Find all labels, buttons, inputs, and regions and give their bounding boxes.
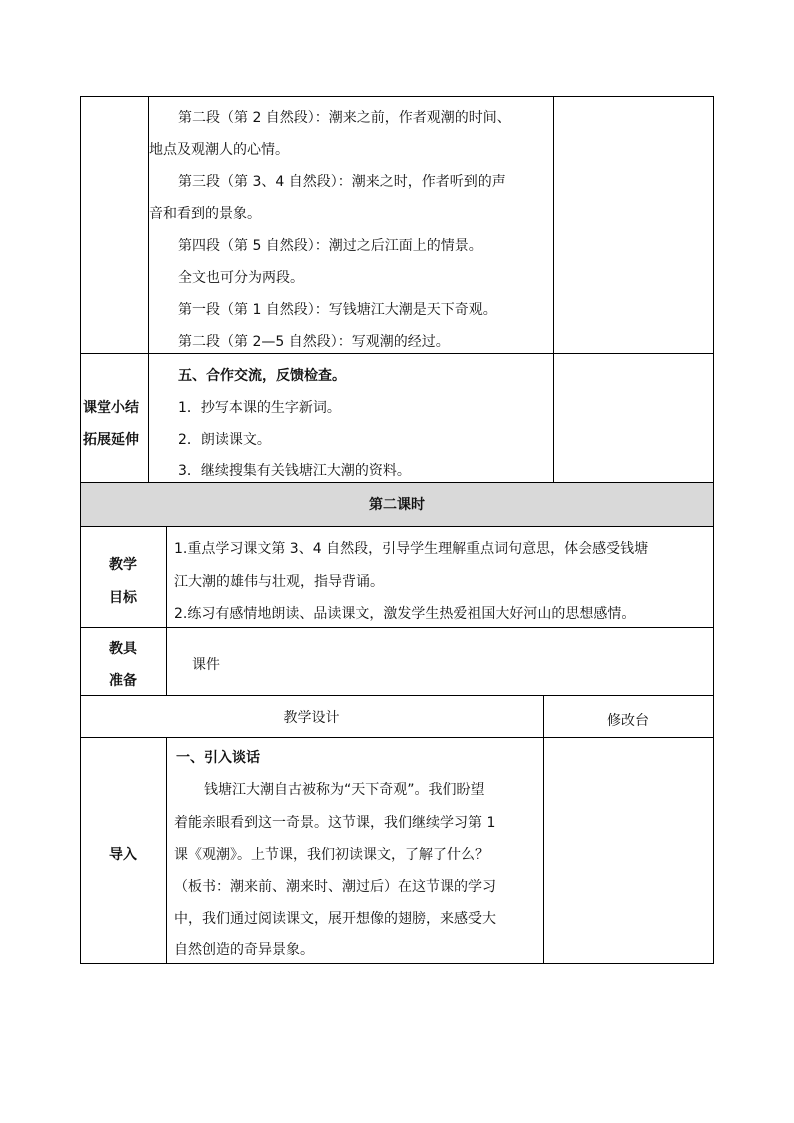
design-header-right: 修改台 <box>607 713 649 729</box>
intro-line: 自然创造的奇异景象。 <box>174 942 314 958</box>
intro-label: 导入 <box>109 847 137 863</box>
para-line: 第一段（第 1 自然段）：写钱塘江大潮是天下奇观。 <box>178 302 497 318</box>
tools-value: 课件 <box>192 657 220 673</box>
grid-line <box>80 482 714 483</box>
goals-line: 2.练习有感情地朗读、品读课文，激发学生热爱祖国大好河山的思想感情。 <box>174 606 636 622</box>
intro-line: （板书：潮来前、潮来时、潮过后）在这节课的学习 <box>174 879 496 895</box>
grid-line <box>80 695 714 696</box>
para-line: 全文也可分为两段。 <box>178 270 304 286</box>
goals-label-1: 教学 <box>109 557 137 573</box>
para-line: 第二段（第 2—5 自然段）：写观潮的经过。 <box>178 334 450 350</box>
summary-item: 3．继续搜集有关钱塘江大潮的资料。 <box>178 463 411 479</box>
summary-label-1: 课堂小结 <box>83 400 139 416</box>
grid-line <box>553 96 554 482</box>
grid-line <box>80 737 714 738</box>
grid-line <box>80 353 714 354</box>
summary-label-2: 拓展延伸 <box>83 432 139 448</box>
grid-line <box>80 963 714 964</box>
design-header-left: 教学设计 <box>283 710 340 726</box>
para-line: 第四段（第 5 自然段）：潮过之后江面上的情景。 <box>178 238 483 254</box>
summary-item: 2．朗读课文。 <box>178 432 271 448</box>
lesson-title: 第二课时 <box>369 497 425 513</box>
grid-line <box>80 96 714 97</box>
grid-line <box>166 737 167 963</box>
summary-item: 1．抄写本课的生字新词。 <box>178 400 341 416</box>
intro-line: 课《观潮》。上节课，我们初读课文，了解了什么？ <box>174 847 489 863</box>
para-line: 第三段（第 3、4 自然段）：潮来之时，作者听到的声 <box>178 174 506 190</box>
intro-line: 着能亲眼看到这一奇景。这节课，我们继续学习第 1 <box>174 815 496 831</box>
grid-line <box>713 96 714 964</box>
tools-label-1: 教具 <box>109 641 137 657</box>
intro-heading: 一、引入谈话 <box>176 750 260 766</box>
para-line: 地点及观潮人的心情。 <box>149 142 289 158</box>
grid-line <box>166 526 167 695</box>
grid-line <box>80 96 81 964</box>
goals-line: 江大潮的雄伟与壮观，指导背诵。 <box>174 574 384 590</box>
grid-line <box>80 526 714 527</box>
summary-heading: 五、合作交流，反馈检查。 <box>178 368 346 384</box>
para-line: 第二段（第 2 自然段）：潮来之前，作者观潮的时间、 <box>178 110 511 126</box>
grid-line <box>80 627 714 628</box>
intro-line: 钱塘江大潮自古被称为“天下奇观”。我们盼望 <box>204 782 485 798</box>
grid-line <box>543 695 544 963</box>
tools-label-2: 准备 <box>109 673 137 689</box>
goals-line: 1.重点学习课文第 3、4 自然段，引导学生理解重点词句意思，体会感受钱塘 <box>174 541 649 557</box>
intro-line: 中，我们通过阅读课文，展开想像的翅膀，来感受大 <box>174 911 496 927</box>
goals-label-2: 目标 <box>109 590 137 606</box>
para-line: 音和看到的景象。 <box>149 206 261 222</box>
